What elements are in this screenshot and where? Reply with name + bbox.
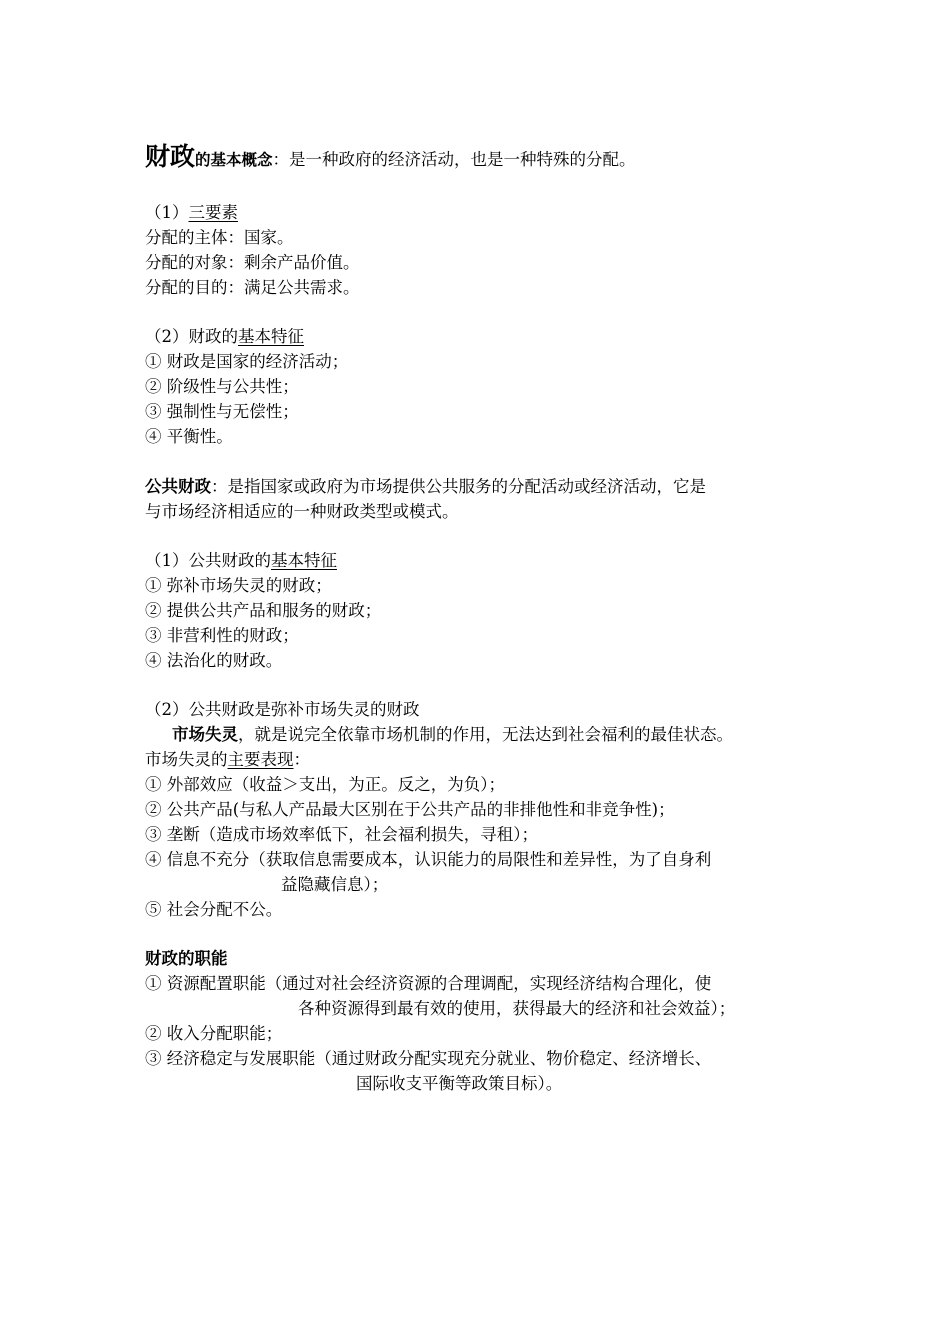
list-item: ① 外部效应（收益＞支出，为正。反之，为负）；: [145, 775, 505, 794]
list-item: ② 收入分配职能；: [145, 1024, 283, 1043]
intro-text: 是一种政府的经济活动，也是一种特殊的分配。: [289, 150, 636, 169]
list-item: 分配的目的：满足公共需求。: [145, 278, 360, 297]
list-item: ⑤ 社会分配不公。: [145, 900, 283, 919]
list-item: ④ 法治化的财政。: [145, 651, 283, 670]
intro-colon: ：: [272, 150, 290, 169]
market-failure-term: 市场失灵: [172, 725, 238, 744]
list-item: ③ 强制性与无偿性；: [145, 402, 299, 421]
list-item: ② 公共产品(与私人产品最大区别在于公共产品的非排他性和非竞争性)；: [145, 800, 675, 819]
three-elements-heading: （1）三要素: [145, 203, 238, 222]
list-item: ① 资源配置职能（通过对社会经济资源的合理调配，实现经济结构合理化，使: [145, 974, 712, 993]
intro-paragraph: [145, 142, 636, 172]
pf-features-heading: （1）公共财政的基本特征: [145, 551, 337, 570]
market-failure-definition: 市场失灵，就是说完全依靠市场机制的作用，无法达到社会福利的最佳状态。: [172, 725, 733, 744]
public-finance-line2: 与市场经济相适应的一种财政类型或模式。: [145, 502, 459, 521]
intro-label: 的基本概念: [195, 151, 273, 169]
list-item: ③ 经济稳定与发展职能（通过财政分配实现充分就业、物价稳定、经济增长、: [145, 1049, 712, 1068]
list-item-continued: 益隐藏信息）；: [281, 875, 389, 894]
three-elements-title: 三要素: [188, 203, 238, 222]
functions-heading: 财政的职能: [145, 949, 228, 968]
list-item: ③ 垄断（造成市场效率低下，社会福利损失，寻租）；: [145, 825, 538, 844]
fiscal-features-title: 基本特征: [238, 327, 304, 346]
market-failure-manifest: 市场失灵的主要表现：: [145, 750, 310, 769]
fiscal-features-heading: （2）财政的基本特征: [145, 327, 304, 346]
intro-term: 财政: [145, 142, 196, 171]
list-item: ③ 非营利性的财政；: [145, 626, 299, 645]
list-item: ② 提供公共产品和服务的财政；: [145, 601, 382, 620]
list-item: 分配的主体：国家。: [145, 228, 294, 247]
manifest-title: 主要表现: [227, 750, 294, 769]
list-item: 分配的对象：剩余产品价值。: [145, 253, 360, 272]
list-item-continued: 各种资源得到最有效的使用，获得最大的经济和社会效益）；: [298, 999, 736, 1018]
market-failure-heading: （2）公共财政是弥补市场失灵的财政: [145, 700, 420, 719]
public-finance-paragraph: 公共财政：是指国家或政府为市场提供公共服务的分配活动或经济活动，它是: [145, 477, 706, 496]
list-item: ① 财政是国家的经济活动；: [145, 352, 349, 371]
list-item: ④ 平衡性。: [145, 427, 233, 446]
pf-features-title: 基本特征: [271, 551, 337, 570]
list-item-continued: 国际收支平衡等政策目标）。: [356, 1074, 563, 1093]
list-item: ① 弥补市场失灵的财政；: [145, 576, 332, 595]
list-item: ④ 信息不充分（获取信息需要成本，认识能力的局限性和差异性，为了自身利: [145, 850, 712, 869]
list-item: ② 阶级性与公共性；: [145, 377, 299, 396]
public-finance-term: 公共财政: [145, 477, 211, 496]
